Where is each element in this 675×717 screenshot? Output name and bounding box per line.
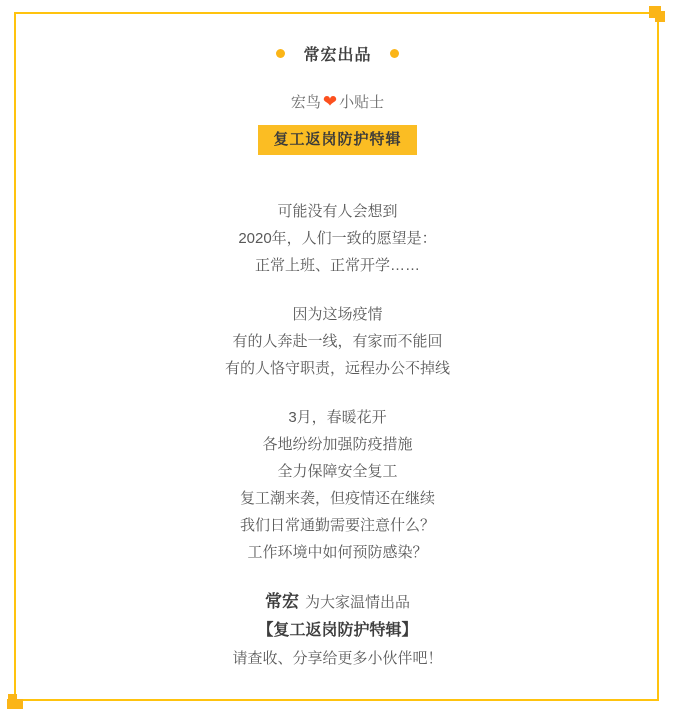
brand-header — [0, 42, 675, 64]
article-footer — [0, 588, 675, 673]
text-line: 有的人奔赴一线，有家而不能回 — [232, 333, 443, 350]
paragraph — [0, 198, 675, 279]
text-line: 有的人恪守职责，远程办公不掉线 — [224, 360, 450, 377]
text-line: 复工潮来袭，但疫情还在继续 — [239, 490, 435, 507]
text-line: 2020年，人们一致的愿望是： — [238, 230, 437, 247]
text-line: 我们日常通勤需要注意什么？ — [239, 517, 435, 534]
footer-brand: 常宏 — [264, 592, 299, 611]
text-line: 工作环境中如何预防感染？ — [247, 544, 428, 561]
footer-line1 — [0, 588, 675, 617]
text-line: 因为这场疫情 — [292, 306, 383, 323]
heart-icon: ❤ — [322, 91, 338, 111]
feature-badge: 复工返岗防护特辑 — [258, 125, 416, 155]
bullet-dot-icon — [276, 49, 285, 58]
paragraph — [0, 301, 675, 382]
text-line: 全力保障安全复工 — [277, 463, 398, 480]
corner-accent-bottom-left — [7, 699, 23, 709]
subtitle-suffix: 小贴士 — [339, 93, 385, 111]
text-line: 各地纷纷加强防疫措施 — [262, 436, 413, 453]
footer-line1-rest: 为大家温情出品 — [304, 594, 410, 611]
brand-title: 常宏出品 — [303, 46, 372, 64]
footer-line3: 请查收、分享给更多小伙伴吧！ — [232, 650, 443, 667]
text-line: 正常上班、正常开学…… — [254, 257, 420, 274]
text-line: 3月，春暖花开 — [288, 409, 387, 426]
text-line: 可能没有人会想到 — [277, 203, 398, 220]
subtitle-prefix: 宏鸟 — [290, 93, 321, 111]
article-body — [0, 198, 675, 673]
subtitle — [0, 90, 675, 112]
bullet-dot-icon — [390, 49, 399, 58]
footer-line2: 【复工返岗防护特辑】 — [257, 622, 418, 639]
badge-row — [0, 125, 675, 155]
paragraph — [0, 404, 675, 566]
